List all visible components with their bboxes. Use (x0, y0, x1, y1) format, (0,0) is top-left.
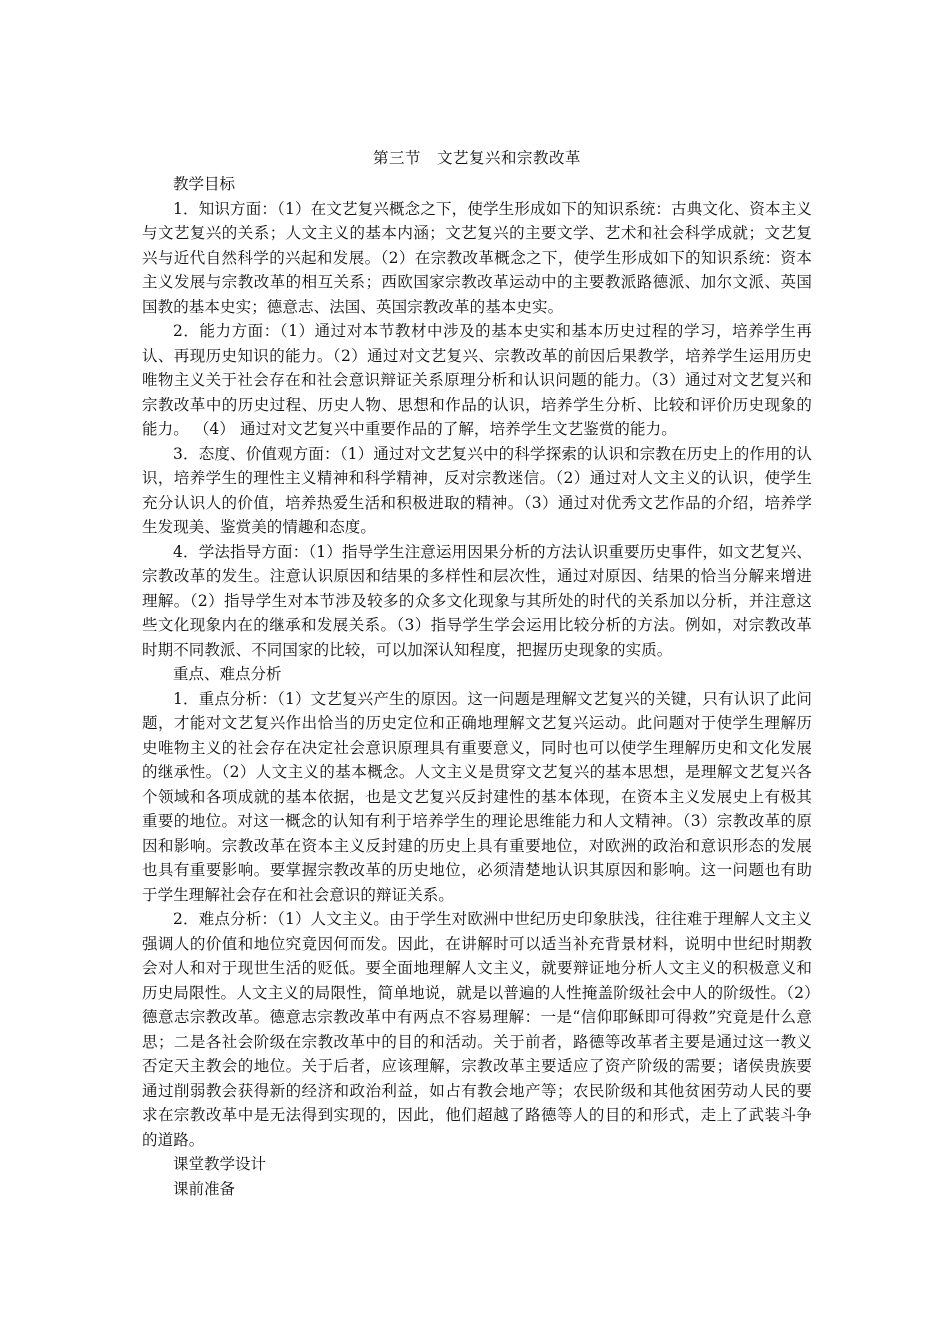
section-heading-analysis: 重点、难点分析 (173, 665, 282, 683)
section-heading-objectives: 教学目标 (173, 175, 236, 193)
objective-attitude-paragraph: 3．态度、价值观方面：（1）通过对文艺复兴中的科学探索的认识和宗教在历史上的作用的认识，培养学生的理性主义精神和科学精神，反对宗教迷信。（2）通过对人文主义的认识，使学生充分认识人的价值，培养热爱生活和积极进取的精神。（3）通过对优秀文艺作品的介绍，培养学生发现美、鉴赏美的情趣和态度。 (142, 444, 812, 536)
analysis-key-points-paragraph: 1．重点分析：（1）文艺复兴产生的原因。这一问题是理解文艺复兴的关键，只有认识了此问题，才能对文艺复兴作出恰当的历史定位和正确地理解文艺复兴运动。此问题对于使学生理解历史唯物主义的社会存在决定社会意识原理具有重要意义，同时也可以使学生理解历史和文化发展的继承性。（2）人文主义的基本概念。人文主义是贯穿文艺复兴的基本思想，是理解文艺复兴各个领域和各项成就的基本依据，也是文艺复兴反封建性的基本体现，在资本主义发展史上有极其重要的地位。对这一概念的认知有利于培养学生的理论思维能力和人文精神。（3）宗教改革的原因和影响。宗教改革在资本主义反封建的历史上具有重要地位，对欧洲的政治和意识形态的发展也具有重要影响。要掌握宗教改革的历史地位，必须清楚地认识其原因和影响。这一问题也有助于学生理解社会存在和社会意识的辩证关系。 (142, 689, 812, 904)
section-heading-classroom-design: 课堂教学设计 (173, 1155, 267, 1173)
objective-ability-paragraph: 2．能力方面：（1）通过对本节教材中涉及的基本史实和基本历史过程的学习，培养学生再认、再现历史知识的能力。（2）通过对文艺复兴、宗教改革的前因后果教学，培养学生运用历史唯物主义关于社会存在和社会意识辩证关系原理分析和认识问题的能力。（3）通过对文艺复兴和宗教改革中的历史过程、历史人物、思想和作品的认识，培养学生分析、比较和评价历史现象的能力。 （4） 通过对文艺复兴中重要作品的了解，培养学生文艺鉴赏的能力。 (142, 322, 812, 438)
analysis-difficulties-paragraph: 2．难点分析：（1）人文主义。由于学生对欧洲中世纪历史印象肤浅，往往难于理解人文主义强调人的价值和地位究竟因何而发。因此，在讲解时可以适当补充背景材料，说明中世纪时期教会对人和对于现世生活的贬低。要全面地理解人文主义，就要辩证地分析人文主义的积极意义和历史局限性。人文主义的局限性，简单地说，就是以普遍的人性掩盖阶级社会中人的阶级性。（2）德意志宗教改革。德意志宗教改革中有两点不容易理解：一是“信仰耶稣即可得救”究竟是什么意思；二是各社会阶级在宗教改革中的目的和活动。关于前者，路德等改革者主要是通过这一教义否定天主教会的地位。关于后者，应该理解，宗教改革主要适应了资产阶级的需要；诸侯贵族要通过削弱教会获得新的经济和政治利益，如占有教会地产等；农民阶级和其他贫困劳动人民的要求在宗教改革中是无法得到实现的，因此，他们超越了路德等人的目的和形式，走上了武装斗争的道路。 (142, 910, 812, 1149)
objective-method-paragraph: 4．学法指导方面：（1）指导学生注意运用因果分析的方法认识重要历史事件，如文艺复兴、宗教改革的发生。注意认识原因和结果的多样性和层次性，通过对原因、结果的恰当分解来增进理解。（2）指导学生对本节涉及较多的众多文化现象与其所处的时代的关系加以分析，并注意这些文化现象内在的继承和发展关系。（3）指导学生学会运用比较分析的方法。例如，对宗教改革时期不同教派、不同国家的比较，可以加深认知程度，把握历史现象的实质。 (142, 542, 812, 659)
document-page (142, 146, 812, 1201)
page-title: 第三节 文艺复兴和宗教改革 (372, 149, 581, 167)
section-heading-preparation: 课前准备 (173, 1179, 236, 1198)
objective-knowledge-paragraph: 1．知识方面：（1）在文艺复兴概念之下，使学生形成如下的知识系统：古典文化、资本主义与文艺复兴的关系；人文主义的基本内涵；文艺复兴的主要文学、艺术和社会科学成就；文艺复兴与近代自然科学的兴起和发展。（2）在宗教改革概念之下，使学生形成如下的知识系统：资本主义发展与宗教改革的相互关系；西欧国家宗教改革运动中的主要教派路德派、加尔文派、英国国教的基本史实；德意志、法国、英国宗教改革的基本史实。 (142, 199, 812, 316)
